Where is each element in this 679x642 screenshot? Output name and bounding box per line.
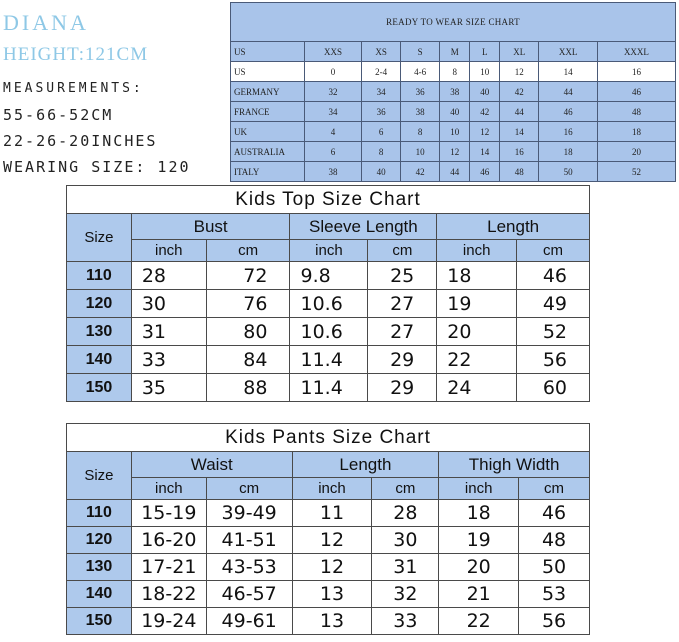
unit-header: inch <box>290 240 368 262</box>
unit-header: cm <box>517 240 590 262</box>
unit-header: cm <box>372 478 439 500</box>
size-header: Size <box>67 214 132 262</box>
pants-title-row <box>67 424 590 452</box>
value-cell: 29 <box>368 346 437 374</box>
value-cell: 27 <box>368 318 437 346</box>
value-cell: 49 <box>517 290 590 318</box>
unit-header: cm <box>368 240 437 262</box>
value-cell: 41-51 <box>206 527 292 554</box>
rtw-cell: 8 <box>362 142 401 162</box>
rtw-title: READY TO WEAR SIZE CHART <box>231 3 676 42</box>
rtw-cell: 16 <box>500 142 539 162</box>
rtw-cell: 46 <box>597 82 675 102</box>
value-cell: 49-61 <box>206 608 292 635</box>
rtw-cell: 20 <box>597 142 675 162</box>
group-header-sleeve-length: Sleeve Length <box>290 214 437 240</box>
rtw-row <box>231 162 676 182</box>
value-cell: 18-22 <box>131 581 206 608</box>
rtw-cell: 16 <box>597 62 675 82</box>
rtw-cell: 40 <box>470 82 500 102</box>
rtw-cell: 40 <box>440 102 470 122</box>
rtw-row <box>231 42 676 62</box>
rtw-cell: L <box>470 42 500 62</box>
rtw-cell: 38 <box>440 82 470 102</box>
rtw-cell: 44 <box>500 102 539 122</box>
value-cell: 76 <box>206 290 290 318</box>
rtw-cell: 34 <box>362 82 401 102</box>
value-cell: 12 <box>292 554 372 581</box>
value-cell: 84 <box>206 346 290 374</box>
unit-header: cm <box>206 240 290 262</box>
value-cell: 43-53 <box>206 554 292 581</box>
value-cell: 27 <box>368 290 437 318</box>
size-cell: 150 <box>67 608 132 635</box>
value-cell: 13 <box>292 581 372 608</box>
value-cell: 46 <box>519 500 590 527</box>
value-cell: 16-20 <box>131 527 206 554</box>
rtw-country-cell: GERMANY <box>231 82 305 102</box>
ready-to-wear-table <box>230 2 676 182</box>
rtw-cell: 34 <box>305 102 362 122</box>
rtw-cell: 2-4 <box>362 62 401 82</box>
table-row <box>67 346 590 374</box>
size-cell: 110 <box>67 262 132 290</box>
rtw-cell: 8 <box>401 122 440 142</box>
group-header-length: Length <box>437 214 590 240</box>
value-cell: 20 <box>439 554 519 581</box>
value-cell: 28 <box>131 262 206 290</box>
rtw-cell: 38 <box>401 102 440 122</box>
pants-unit-row <box>67 478 590 500</box>
rtw-cell: 42 <box>401 162 440 182</box>
table-row <box>67 500 590 527</box>
value-cell: 46 <box>517 262 590 290</box>
rtw-cell: 12 <box>500 62 539 82</box>
rtw-cell: 14 <box>470 142 500 162</box>
value-cell: 60 <box>517 374 590 402</box>
rtw-cell: XL <box>500 42 539 62</box>
top-group-row <box>67 214 590 240</box>
value-cell: 56 <box>519 608 590 635</box>
rtw-cell: 14 <box>539 62 598 82</box>
group-header-bust: Bust <box>131 214 290 240</box>
table-row <box>67 581 590 608</box>
rtw-cell: 12 <box>440 142 470 162</box>
value-cell: 19 <box>437 290 517 318</box>
value-cell: 21 <box>439 581 519 608</box>
table-row <box>67 554 590 581</box>
value-cell: 11.4 <box>290 374 368 402</box>
rtw-cell: 4 <box>305 122 362 142</box>
table-row <box>67 290 590 318</box>
rtw-country-cell: AUSTRALIA <box>231 142 305 162</box>
unit-header: inch <box>439 478 519 500</box>
rtw-cell: 38 <box>305 162 362 182</box>
rtw-cell: 46 <box>539 102 598 122</box>
rtw-cell: 36 <box>401 82 440 102</box>
rtw-country-cell: US <box>231 42 305 62</box>
value-cell: 48 <box>519 527 590 554</box>
rtw-cell: S <box>401 42 440 62</box>
size-cell: 120 <box>67 290 132 318</box>
unit-header: inch <box>292 478 372 500</box>
rtw-cell: 10 <box>401 142 440 162</box>
group-header-length: Length <box>292 452 439 478</box>
value-cell: 22 <box>437 346 517 374</box>
value-cell: 18 <box>437 262 517 290</box>
pants-group-row <box>67 452 590 478</box>
measurements-inches: 22-26-20INCHES <box>3 132 158 150</box>
table-row <box>67 608 590 635</box>
table-row <box>67 374 590 402</box>
rtw-row <box>231 82 676 102</box>
top-chart-title: Kids Top Size Chart <box>67 186 590 214</box>
value-cell: 30 <box>372 527 439 554</box>
top-unit-row <box>67 240 590 262</box>
rtw-cell: 4-6 <box>401 62 440 82</box>
rtw-cell: 36 <box>362 102 401 122</box>
rtw-row <box>231 62 676 82</box>
size-cell: 130 <box>67 318 132 346</box>
value-cell: 22 <box>439 608 519 635</box>
value-cell: 24 <box>437 374 517 402</box>
value-cell: 32 <box>372 581 439 608</box>
rtw-cell: 50 <box>539 162 598 182</box>
size-cell: 120 <box>67 527 132 554</box>
table-row <box>67 527 590 554</box>
value-cell: 56 <box>517 346 590 374</box>
unit-header: inch <box>131 240 206 262</box>
kids-top-size-chart <box>66 185 590 402</box>
value-cell: 80 <box>206 318 290 346</box>
size-cell: 110 <box>67 500 132 527</box>
rtw-cell: 42 <box>470 102 500 122</box>
rtw-country-cell: US <box>231 62 305 82</box>
rtw-cell: 0 <box>305 62 362 82</box>
value-cell: 88 <box>206 374 290 402</box>
unit-header: cm <box>519 478 590 500</box>
rtw-cell: 32 <box>305 82 362 102</box>
kids-pants-size-chart <box>66 423 590 635</box>
rtw-cell: 18 <box>539 142 598 162</box>
value-cell: 12 <box>292 527 372 554</box>
top-title-row <box>67 186 590 214</box>
rtw-title-row <box>231 3 676 42</box>
value-cell: 20 <box>437 318 517 346</box>
value-cell: 9.8 <box>290 262 368 290</box>
size-cell: 130 <box>67 554 132 581</box>
measurements-cm: 55-66-52CM <box>3 106 114 124</box>
model-info <box>3 10 225 180</box>
unit-header: cm <box>206 478 292 500</box>
rtw-cell: 42 <box>500 82 539 102</box>
model-height: HEIGHT:121CM <box>3 44 149 65</box>
value-cell: 31 <box>372 554 439 581</box>
value-cell: 39-49 <box>206 500 292 527</box>
rtw-cell: XS <box>362 42 401 62</box>
value-cell: 52 <box>517 318 590 346</box>
value-cell: 17-21 <box>131 554 206 581</box>
wearing-size: WEARING SIZE: 120 <box>3 158 191 176</box>
model-name: DIANA <box>3 10 89 35</box>
pants-chart-title: Kids Pants Size Chart <box>67 424 590 452</box>
value-cell: 72 <box>206 262 290 290</box>
rtw-cell: 52 <box>597 162 675 182</box>
value-cell: 10.6 <box>290 290 368 318</box>
rtw-country-cell: UK <box>231 122 305 142</box>
rtw-cell: 18 <box>597 122 675 142</box>
rtw-row <box>231 142 676 162</box>
rtw-cell: 8 <box>440 62 470 82</box>
rtw-cell: 6 <box>305 142 362 162</box>
value-cell: 46-57 <box>206 581 292 608</box>
value-cell: 13 <box>292 608 372 635</box>
group-header-thigh-width: Thigh Width <box>439 452 590 478</box>
rtw-cell: XXL <box>539 42 598 62</box>
value-cell: 15-19 <box>131 500 206 527</box>
table-row <box>67 262 590 290</box>
value-cell: 25 <box>368 262 437 290</box>
table-row <box>67 318 590 346</box>
value-cell: 50 <box>519 554 590 581</box>
value-cell: 19 <box>439 527 519 554</box>
value-cell: 33 <box>131 346 206 374</box>
size-header: Size <box>67 452 132 500</box>
group-header-waist: Waist <box>131 452 292 478</box>
value-cell: 29 <box>368 374 437 402</box>
rtw-row <box>231 122 676 142</box>
rtw-cell: 10 <box>440 122 470 142</box>
value-cell: 28 <box>372 500 439 527</box>
value-cell: 19-24 <box>131 608 206 635</box>
rtw-cell: 12 <box>470 122 500 142</box>
value-cell: 11.4 <box>290 346 368 374</box>
value-cell: 53 <box>519 581 590 608</box>
rtw-row <box>231 102 676 122</box>
unit-header: inch <box>131 478 206 500</box>
value-cell: 33 <box>372 608 439 635</box>
rtw-cell: 48 <box>597 102 675 122</box>
rtw-cell: 6 <box>362 122 401 142</box>
measurements-label: MEASUREMENTS: <box>3 81 144 96</box>
rtw-cell: M <box>440 42 470 62</box>
size-cell: 140 <box>67 581 132 608</box>
rtw-cell: 46 <box>470 162 500 182</box>
rtw-country-cell: ITALY <box>231 162 305 182</box>
rtw-cell: 10 <box>470 62 500 82</box>
rtw-cell: 44 <box>539 82 598 102</box>
rtw-cell: XXS <box>305 42 362 62</box>
value-cell: 35 <box>131 374 206 402</box>
value-cell: 30 <box>131 290 206 318</box>
unit-header: inch <box>437 240 517 262</box>
rtw-cell: 16 <box>539 122 598 142</box>
rtw-cell: 40 <box>362 162 401 182</box>
size-cell: 140 <box>67 346 132 374</box>
size-cell: 150 <box>67 374 132 402</box>
rtw-cell: 44 <box>440 162 470 182</box>
rtw-cell: 14 <box>500 122 539 142</box>
rtw-country-cell: FRANCE <box>231 102 305 122</box>
rtw-cell: 48 <box>500 162 539 182</box>
value-cell: 10.6 <box>290 318 368 346</box>
value-cell: 31 <box>131 318 206 346</box>
value-cell: 11 <box>292 500 372 527</box>
value-cell: 18 <box>439 500 519 527</box>
rtw-cell: XXXL <box>597 42 675 62</box>
